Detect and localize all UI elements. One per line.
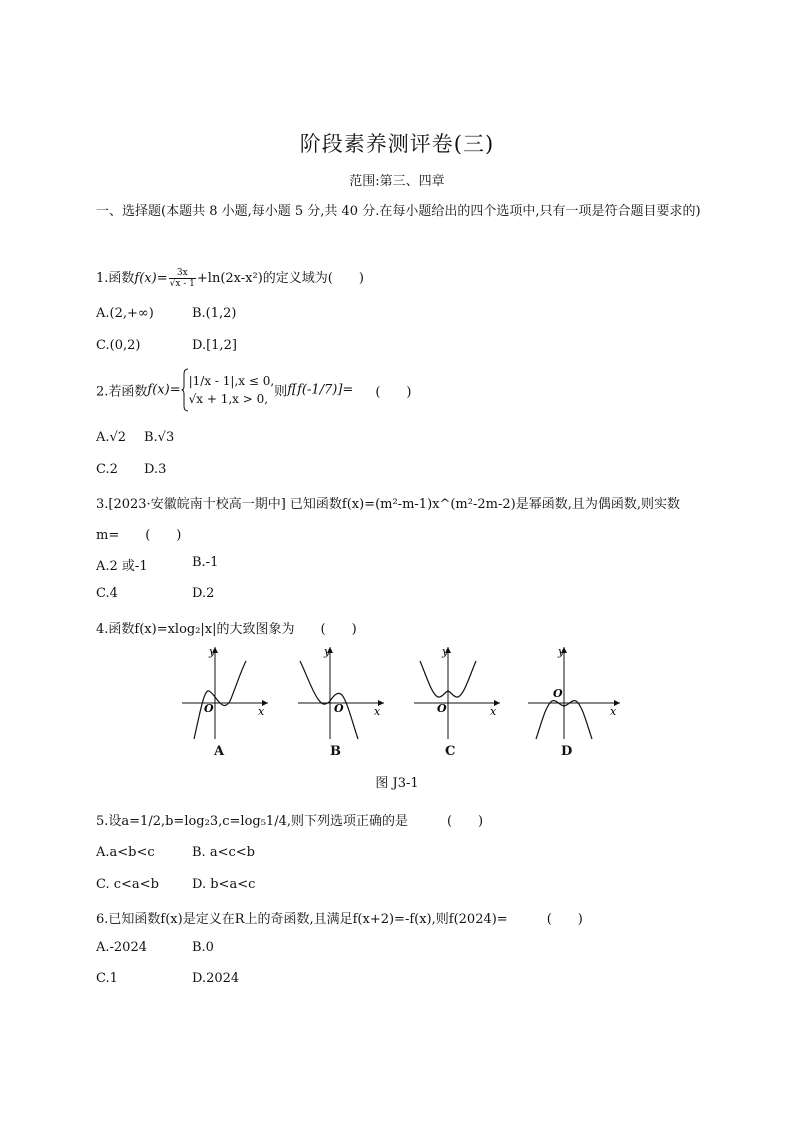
graph-a-x-label: x: [258, 705, 265, 718]
q3-option-d[interactable]: D.2: [192, 586, 215, 601]
q5-option-b[interactable]: B. a<c<b: [192, 845, 255, 860]
graph-b-origin: O: [334, 702, 344, 715]
q1-prefix: 1.函数: [96, 271, 135, 286]
section-heading: 一、选择题(本题共 8 小题,每小题 5 分,共 40 分.在每小题给出的四个选项中,只有一项是符合题目要求的): [96, 204, 701, 219]
graph-c[interactable]: [408, 643, 504, 743]
q2-then: 则: [274, 384, 288, 400]
graph-a-label: A: [214, 744, 225, 759]
question-2: [96, 368, 411, 412]
page-title: 阶段素养测评卷(三): [299, 132, 495, 156]
q2-pieces: [189, 372, 275, 408]
graph-b-x-label: x: [374, 705, 381, 718]
question-5: 5.设a=1/2,b=log₂3,c=log₅1/4,则下列选项正确的是 ( ): [96, 814, 484, 829]
q1-option-a[interactable]: A.(2,+∞): [96, 306, 154, 321]
q2-expr: f[f(-1/7)]=: [287, 382, 354, 398]
q5-option-c[interactable]: C. c<a<b: [96, 877, 159, 892]
graph-d-origin: O: [553, 687, 563, 700]
question-4: 4.函数f(x)=xlog₂|x|的大致图象为 ( ): [96, 622, 357, 637]
question-3-line-1: 3.[2023·安徽皖南十校高一期中] 已知函数f(x)=(m²-m-1)x^(m²-2m-2)是幂函数,且为偶函数,则实数: [96, 497, 680, 512]
graph-c-label: C: [445, 744, 456, 759]
q2-answer-paren: ( ): [375, 384, 412, 400]
q2-prefix: 2.若函数: [96, 384, 148, 400]
q5-option-d[interactable]: D. b<a<c: [192, 877, 256, 892]
q1-option-d[interactable]: D.[1,2]: [192, 338, 237, 353]
q1-option-c[interactable]: C.(0,2): [96, 338, 141, 353]
q3-option-b[interactable]: B.-1: [192, 555, 219, 570]
q5-option-a[interactable]: A.a<b<c: [96, 845, 155, 860]
graph-d-label: D: [561, 744, 573, 759]
q2-option-d[interactable]: D.3: [144, 462, 167, 477]
q1-rest: +ln(2x-x²)的定义域为( ): [196, 271, 364, 286]
graph-d-x-label: x: [610, 705, 617, 718]
graph-d[interactable]: [524, 643, 624, 743]
graph-c-y-label: y: [442, 645, 449, 658]
q6-option-b[interactable]: B.0: [192, 940, 214, 955]
q2-fx: f(x)=: [147, 382, 181, 398]
page-subtitle: 范围:第三、四章: [349, 174, 445, 189]
graph-c-origin: O: [437, 702, 447, 715]
q6-option-c[interactable]: C.1: [96, 971, 118, 986]
left-brace-icon: [181, 368, 189, 412]
q2-option-a[interactable]: A.√2: [96, 430, 127, 445]
q1-fx: f(x)=: [134, 271, 168, 286]
graph-a[interactable]: [176, 643, 272, 743]
q6-option-a[interactable]: A.-2024: [96, 940, 147, 955]
graph-a-origin: O: [204, 702, 214, 715]
graph-a-y-label: y: [209, 645, 216, 658]
q1-option-b[interactable]: B.(1,2): [192, 306, 237, 321]
graph-c-x-label: x: [490, 705, 497, 718]
q1-frac-num: 3x: [169, 268, 196, 279]
q2-piece-1: |1/x - 1|,x ≤ 0,: [188, 374, 275, 388]
graph-b[interactable]: [292, 643, 388, 743]
q1-fraction: [169, 268, 196, 289]
q2-option-c[interactable]: C.2: [96, 462, 118, 477]
figure-caption: 图 J3-1: [375, 776, 419, 791]
question-1: [96, 267, 364, 289]
q3-option-c[interactable]: C.4: [96, 586, 118, 601]
question-6: 6.已知函数f(x)是定义在R上的奇函数,且满足f(x+2)=-f(x),则f(2024)= ( ): [96, 912, 583, 927]
q6-option-d[interactable]: D.2024: [192, 971, 240, 986]
q2-option-b[interactable]: B.√3: [144, 430, 175, 445]
q1-frac-den: √x - 1: [169, 279, 195, 289]
q2-piece-2: √x + 1,x > 0,: [188, 392, 269, 406]
q3-option-a[interactable]: A.2 或-1: [96, 559, 148, 574]
graph-b-label: B: [330, 744, 341, 759]
graph-d-y-label: y: [558, 645, 565, 658]
graph-b-y-label: y: [324, 645, 331, 658]
question-3-line-2: m= ( ): [96, 528, 182, 543]
